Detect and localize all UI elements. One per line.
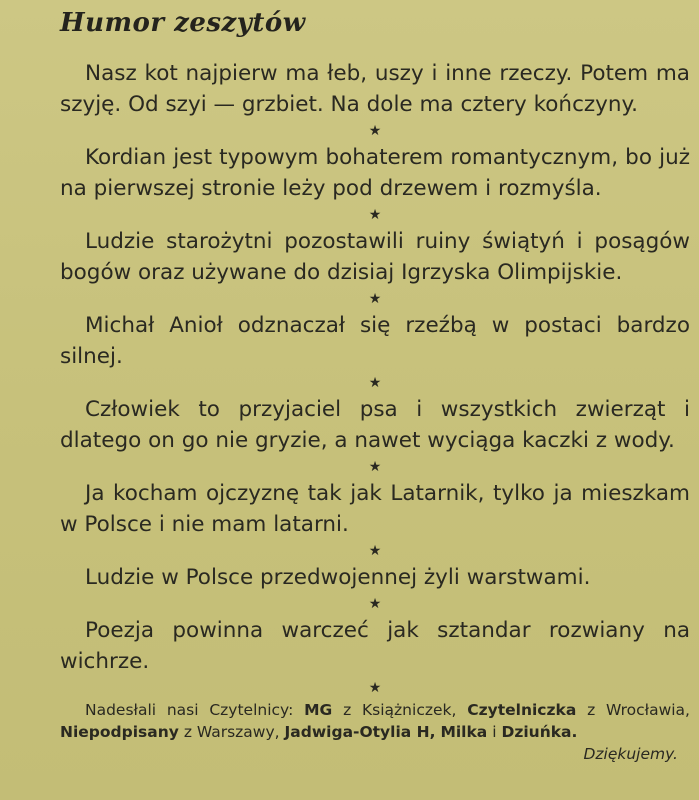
contributor-origin: z Wrocławia, — [587, 701, 690, 719]
contributor-name: Jadwiga-Otylia H, — [284, 723, 436, 741]
reader-credits — [60, 699, 690, 763]
star-separator-3: ★ — [368, 291, 382, 307]
joke-entry-2: Kordian jest typowym bohaterem romantycznym, bo już na pierwszej stronie leży pod drzewem i rozmyśla. — [60, 145, 690, 201]
star-separator-5: ★ — [368, 459, 382, 475]
star-separator-6: ★ — [368, 543, 382, 559]
contributor-origin: z Książniczek, — [343, 701, 457, 719]
star-separator-4: ★ — [368, 375, 382, 391]
contributor-name: MG — [304, 701, 333, 719]
contributor-origin: z Warszawy, — [183, 723, 280, 741]
star-separator-2: ★ — [368, 207, 382, 223]
contributor-name: Niepodpisany — [60, 723, 179, 741]
credits-conjunction: i — [492, 723, 497, 741]
joke-entry-1: Nasz kot najpierw ma łeb, uszy i inne rzeczy. Potem ma szyję. Od szyi — grzbiet. Na dole ma cztery kończyny. — [60, 61, 690, 117]
star-separator-7: ★ — [368, 596, 382, 612]
contributor-name: Czytelniczka — [467, 701, 577, 719]
page-title: Humor zeszytów — [60, 8, 306, 38]
star-separator-8: ★ — [368, 680, 382, 696]
joke-entry-8: Poezja powinna warczeć jak sztandar rozwiany na wichrze. — [60, 618, 690, 674]
thanks-note: Dziękujemy. — [583, 745, 678, 763]
star-separator-1: ★ — [368, 123, 382, 139]
credits-intro: Nadesłali nasi Czytelnicy: — [85, 701, 294, 719]
joke-entry-3: Ludzie starożytni pozostawili ruiny świątyń i posągów bogów oraz używane do dzisiaj Igrzyska Olimpijskie. — [60, 229, 690, 285]
joke-entry-4: Michał Anioł odznaczał się rzeźbą w postaci bardzo silnej. — [60, 313, 690, 369]
contributor-name: Dziuńka. — [501, 723, 578, 741]
article-body — [60, 58, 690, 765]
contributor-name: Milka — [440, 723, 488, 741]
joke-entry-6: Ja kocham ojczyznę tak jak Latarnik, tylko ja mieszkam w Polsce i nie mam latarni. — [60, 481, 690, 537]
joke-entry-5: Człowiek to przyjaciel psa i wszystkich zwierząt i dlatego on go nie gryzie, a nawet wyciąga kaczki z wody. — [60, 397, 690, 453]
joke-entry-7: Ludzie w Polsce przedwojennej żyli warstwami. — [85, 565, 591, 590]
